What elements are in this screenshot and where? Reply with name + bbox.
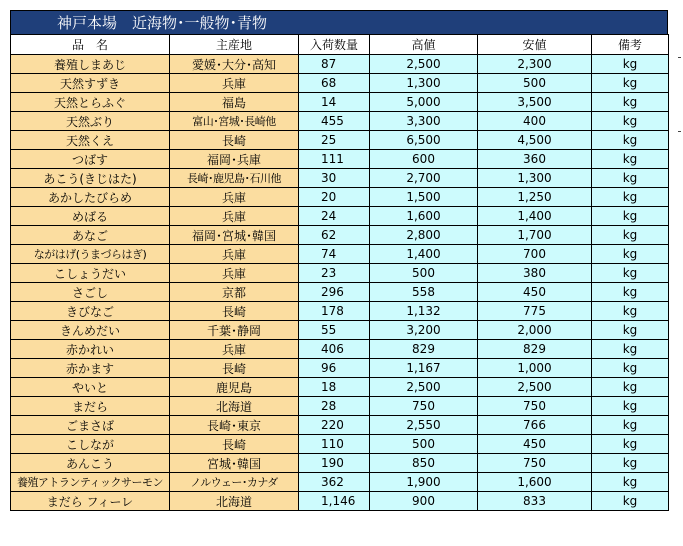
- cell-fish-name: こしょうだい: [11, 264, 170, 283]
- table-row: [11, 188, 669, 207]
- cell-high-price: 2,550: [370, 416, 478, 435]
- cell-low-price: 766: [478, 416, 592, 435]
- cell-fish-name: 天然すずき: [11, 74, 170, 93]
- cell-origin: 長崎: [170, 302, 299, 321]
- cell-high-price: 5,000: [370, 93, 478, 112]
- table-row: [11, 321, 669, 340]
- cell-fish-name: こしなが: [11, 435, 170, 454]
- cell-remarks: kg: [592, 55, 669, 74]
- cell-quantity: 455: [299, 112, 370, 131]
- cell-fish-name: さごし: [11, 283, 170, 302]
- cell-origin: 長崎: [170, 435, 299, 454]
- table-row: [11, 492, 669, 511]
- table-row: [11, 169, 669, 188]
- cell-quantity: 18: [299, 378, 370, 397]
- cell-origin: 福岡･兵庫: [170, 150, 299, 169]
- cell-quantity: 406: [299, 340, 370, 359]
- table-row: [11, 226, 669, 245]
- cell-fish-name: あかしたびらめ: [11, 188, 170, 207]
- cell-fish-name: ごまさば: [11, 416, 170, 435]
- cell-origin: 長崎･鹿児島･石川他: [170, 169, 299, 188]
- cell-fish-name: きんめだい: [11, 321, 170, 340]
- cell-remarks: kg: [592, 207, 669, 226]
- cell-origin: 長崎･東京: [170, 416, 299, 435]
- cell-remarks: kg: [592, 74, 669, 93]
- cell-quantity: 55: [299, 321, 370, 340]
- table-row: [11, 74, 669, 93]
- cell-remarks: kg: [592, 359, 669, 378]
- cell-origin: 長崎: [170, 359, 299, 378]
- cell-origin: 兵庫: [170, 245, 299, 264]
- cell-low-price: 750: [478, 454, 592, 473]
- cell-quantity: 1,146: [299, 492, 370, 511]
- table-row: [11, 150, 669, 169]
- cell-high-price: 1,300: [370, 74, 478, 93]
- cell-remarks: kg: [592, 150, 669, 169]
- cell-remarks: kg: [592, 302, 669, 321]
- cell-quantity: 87: [299, 55, 370, 74]
- cell-quantity: 296: [299, 283, 370, 302]
- cell-low-price: 3,500: [478, 93, 592, 112]
- cell-remarks: kg: [592, 435, 669, 454]
- cell-quantity: 96: [299, 359, 370, 378]
- cell-quantity: 220: [299, 416, 370, 435]
- cell-fish-name: 天然とらふぐ: [11, 93, 170, 112]
- cell-low-price: 2,300: [478, 55, 592, 74]
- cell-origin: 京都: [170, 283, 299, 302]
- cell-fish-name: ながはげ(うまづらはぎ): [11, 245, 170, 264]
- cell-quantity: 362: [299, 473, 370, 492]
- cell-low-price: 829: [478, 340, 592, 359]
- cell-remarks: kg: [592, 112, 669, 131]
- cell-remarks: kg: [592, 378, 669, 397]
- cell-quantity: 20: [299, 188, 370, 207]
- table-row: [11, 378, 669, 397]
- cell-high-price: 1,900: [370, 473, 478, 492]
- cell-remarks: kg: [592, 473, 669, 492]
- cell-quantity: 24: [299, 207, 370, 226]
- cell-remarks: kg: [592, 321, 669, 340]
- table-row: [11, 264, 669, 283]
- cell-origin: 宮城･韓国: [170, 454, 299, 473]
- cell-low-price: 750: [478, 397, 592, 416]
- table-row: [11, 340, 669, 359]
- cell-remarks: kg: [592, 93, 669, 112]
- cell-quantity: 23: [299, 264, 370, 283]
- cell-origin: 福島: [170, 93, 299, 112]
- cell-fish-name: やいと: [11, 378, 170, 397]
- cell-high-price: 1,167: [370, 359, 478, 378]
- cell-origin: 長崎: [170, 131, 299, 150]
- cell-low-price: 4,500: [478, 131, 592, 150]
- table-row: [11, 302, 669, 321]
- cell-high-price: 3,200: [370, 321, 478, 340]
- cell-low-price: 500: [478, 74, 592, 93]
- table-row: [11, 245, 669, 264]
- column-header-high-price: 高値: [370, 35, 478, 55]
- table-row: [11, 435, 669, 454]
- cell-origin: 北海道: [170, 492, 299, 511]
- cell-high-price: 1,500: [370, 188, 478, 207]
- cell-quantity: 110: [299, 435, 370, 454]
- cell-low-price: 380: [478, 264, 592, 283]
- cell-origin: 北海道: [170, 397, 299, 416]
- cell-quantity: 74: [299, 245, 370, 264]
- cell-quantity: 111: [299, 150, 370, 169]
- cell-low-price: 2,000: [478, 321, 592, 340]
- cell-high-price: 2,800: [370, 226, 478, 245]
- cell-fish-name: めばる: [11, 207, 170, 226]
- cell-fish-name: 養殖しまあじ: [11, 55, 170, 74]
- cell-quantity: 30: [299, 169, 370, 188]
- cell-low-price: 1,700: [478, 226, 592, 245]
- cell-fish-name: 赤かます: [11, 359, 170, 378]
- cell-fish-name: きびなご: [11, 302, 170, 321]
- cell-quantity: 178: [299, 302, 370, 321]
- cell-remarks: kg: [592, 264, 669, 283]
- cell-quantity: 14: [299, 93, 370, 112]
- cell-low-price: 450: [478, 435, 592, 454]
- cell-high-price: 900: [370, 492, 478, 511]
- price-table: [10, 34, 669, 511]
- cell-low-price: 833: [478, 492, 592, 511]
- table-row: [11, 473, 669, 492]
- cell-high-price: 1,132: [370, 302, 478, 321]
- cell-low-price: 1,300: [478, 169, 592, 188]
- cell-remarks: kg: [592, 397, 669, 416]
- cell-fish-name: 天然くえ: [11, 131, 170, 150]
- cell-origin: ノルウェー･カナダ: [170, 473, 299, 492]
- cell-remarks: kg: [592, 416, 669, 435]
- cell-high-price: 750: [370, 397, 478, 416]
- cell-low-price: 1,400: [478, 207, 592, 226]
- cell-fish-name: まだら: [11, 397, 170, 416]
- cell-origin: 兵庫: [170, 340, 299, 359]
- edge-tick-mark: [678, 131, 681, 132]
- cell-origin: 千葉･静岡: [170, 321, 299, 340]
- cell-low-price: 1,000: [478, 359, 592, 378]
- cell-remarks: kg: [592, 283, 669, 302]
- cell-origin: 兵庫: [170, 188, 299, 207]
- cell-remarks: kg: [592, 226, 669, 245]
- cell-high-price: 3,300: [370, 112, 478, 131]
- cell-high-price: 2,500: [370, 55, 478, 74]
- table-row: [11, 55, 669, 74]
- cell-low-price: 700: [478, 245, 592, 264]
- table-row: [11, 131, 669, 150]
- cell-high-price: 1,400: [370, 245, 478, 264]
- table-row: [11, 207, 669, 226]
- cell-quantity: 68: [299, 74, 370, 93]
- cell-low-price: 2,500: [478, 378, 592, 397]
- cell-high-price: 500: [370, 435, 478, 454]
- cell-quantity: 190: [299, 454, 370, 473]
- cell-high-price: 6,500: [370, 131, 478, 150]
- cell-remarks: kg: [592, 454, 669, 473]
- cell-origin: 富山･宮城･長崎他: [170, 112, 299, 131]
- table-body: [11, 55, 669, 511]
- cell-fish-name: あんこう: [11, 454, 170, 473]
- table-row: [11, 112, 669, 131]
- cell-remarks: kg: [592, 169, 669, 188]
- column-header-low-price: 安値: [478, 35, 592, 55]
- cell-quantity: 62: [299, 226, 370, 245]
- cell-low-price: 450: [478, 283, 592, 302]
- column-header-name: 品 名: [11, 35, 170, 55]
- cell-low-price: 775: [478, 302, 592, 321]
- column-header-quantity: 入荷数量: [299, 35, 370, 55]
- cell-origin: 愛媛･大分･高知: [170, 55, 299, 74]
- cell-high-price: 500: [370, 264, 478, 283]
- table-row: [11, 359, 669, 378]
- cell-fish-name: 養殖アトランティックサーモン: [11, 473, 170, 492]
- cell-origin: 鹿児島: [170, 378, 299, 397]
- cell-fish-name: まだら フィーレ: [11, 492, 170, 511]
- cell-fish-name: つばす: [11, 150, 170, 169]
- cell-origin: 兵庫: [170, 207, 299, 226]
- cell-quantity: 25: [299, 131, 370, 150]
- edge-tick-mark: [678, 57, 681, 58]
- cell-remarks: kg: [592, 188, 669, 207]
- table-row: [11, 416, 669, 435]
- table-row: [11, 397, 669, 416]
- cell-high-price: 2,700: [370, 169, 478, 188]
- column-header-remarks: 備考: [592, 35, 669, 55]
- cell-high-price: 829: [370, 340, 478, 359]
- cell-fish-name: 赤かれい: [11, 340, 170, 359]
- table-row: [11, 93, 669, 112]
- cell-low-price: 1,250: [478, 188, 592, 207]
- cell-remarks: kg: [592, 245, 669, 264]
- cell-low-price: 400: [478, 112, 592, 131]
- cell-high-price: 2,500: [370, 378, 478, 397]
- cell-remarks: kg: [592, 492, 669, 511]
- cell-origin: 兵庫: [170, 264, 299, 283]
- cell-high-price: 558: [370, 283, 478, 302]
- cell-fish-name: あなご: [11, 226, 170, 245]
- cell-origin: 兵庫: [170, 74, 299, 93]
- cell-quantity: 28: [299, 397, 370, 416]
- cell-fish-name: 天然ぶり: [11, 112, 170, 131]
- cell-fish-name: あこう(きじはた): [11, 169, 170, 188]
- cell-remarks: kg: [592, 131, 669, 150]
- cell-high-price: 600: [370, 150, 478, 169]
- cell-high-price: 1,600: [370, 207, 478, 226]
- column-header-origin: 主産地: [170, 35, 299, 55]
- page-title: 神戸本場 近海物･一般物･青物: [10, 10, 668, 34]
- cell-low-price: 1,600: [478, 473, 592, 492]
- cell-low-price: 360: [478, 150, 592, 169]
- table-row: [11, 283, 669, 302]
- table-row: [11, 454, 669, 473]
- table-header-row: [11, 35, 669, 55]
- cell-origin: 福岡･宮城･韓国: [170, 226, 299, 245]
- cell-high-price: 850: [370, 454, 478, 473]
- cell-remarks: kg: [592, 340, 669, 359]
